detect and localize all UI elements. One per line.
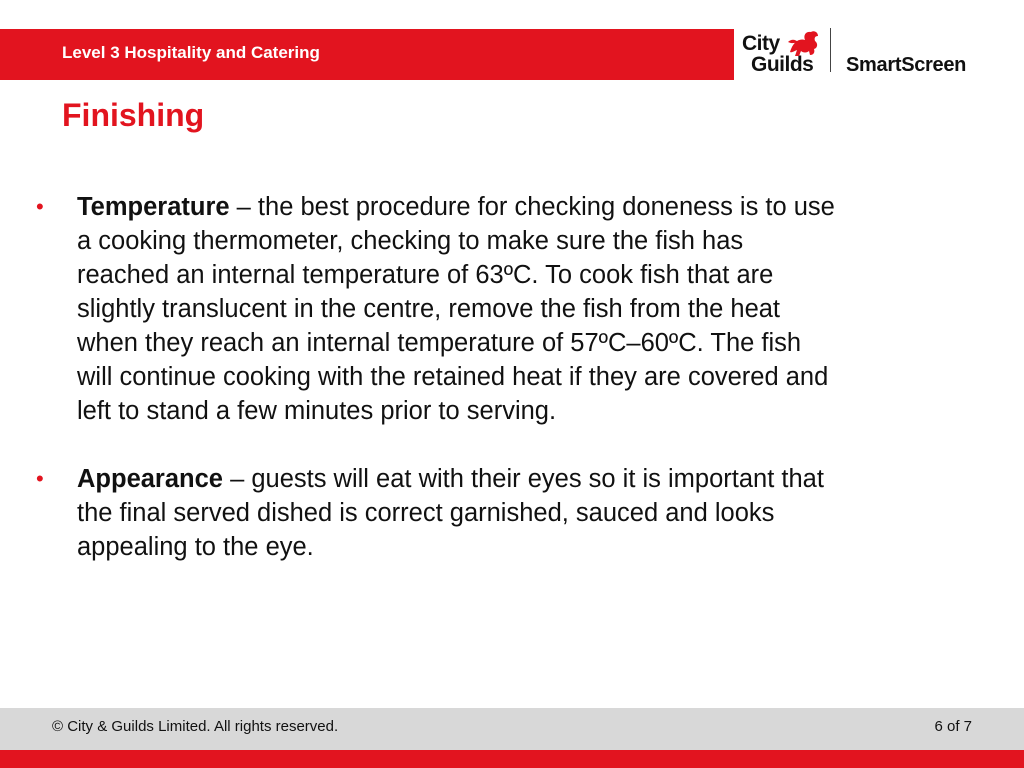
course-title: Level 3 Hospitality and Catering [62,43,320,62]
logo-smartscreen-text: SmartScreen [846,54,967,76]
logo-guilds-text: Guilds [751,53,814,76]
bullet-dot-icon: • [36,194,44,219]
slide-title: Finishing [62,97,205,133]
logo-city-text: City [742,32,780,55]
bullet-text: – the best procedure for checking doneness is to use a cooking thermometer, checking to make sure the fish has reached an internal temperature of 63ºC. To cook fish that are slightly translucent in the centre, remove the fish from the heat when they reach an internal temperature of 57ºC–60ºC. The fish will continue cooking with the retained heat if they are covered and left to stand a few minutes prior to serving. [77,193,835,425]
city-guilds-smartscreen-logo [742,28,974,78]
logo-divider [830,28,831,72]
page-number: 6 of 7 [934,718,972,735]
copyright-text: © City & Guilds Limited. All rights reserved. [52,718,339,735]
bullet-item-appearance [36,462,836,564]
bullet-text: – guests will eat with their eyes so it is important that the final served dished is correct garnished, sauced and looks appealing to the eye. [77,465,824,561]
heraldic-lion-icon [787,28,821,60]
bottom-bar [0,750,1024,768]
bullet-term: Appearance [77,465,223,493]
bullet-term: Temperature [77,193,230,221]
bullet-dot-icon: • [36,466,44,491]
slide-content [36,190,836,564]
bullet-item-temperature [36,190,836,428]
